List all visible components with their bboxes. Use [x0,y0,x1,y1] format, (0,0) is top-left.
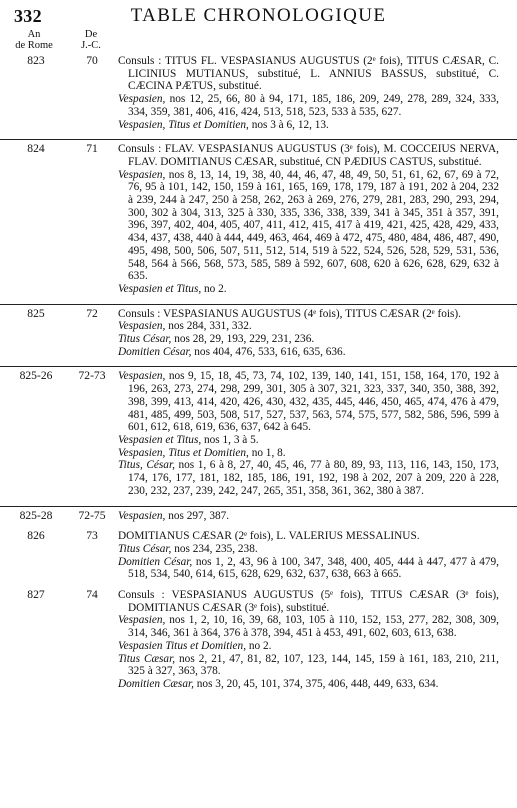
entry-text: nos 12, 25, 66, 80 à 94, 171, 185, 186, 209, 249, 278, 289, 324, 333, 334, 359, 381, 406, 416, 424, 513, 518, 523, 533 à 535, 627. [128,93,499,118]
entry-line [118,283,499,296]
column-header-an-de-rome: An de Rome [15,29,53,51]
entry-text: nos 2, 21, 47, 81, 82, 107, 123, 144, 145, 159 à 161, 183, 210, 211, 325 à 327, 363, 378. [128,652,500,678]
emperor-label: Titus César, [118,333,172,346]
emperor-label: Vespasien, [118,509,166,522]
column-header-de-jc: De J.-C. [81,29,101,51]
emperor-label: Vespasien, [118,370,166,383]
entry-text: no 2. [248,639,272,652]
emperor-label: Vespasien, Titus et Domitien, [118,446,249,459]
entry-text: nos 3 à 6, 12, 13. [251,118,329,131]
entry-line [118,543,499,556]
year-de-rome: 825-26 [19,369,53,383]
entry-text: nos 1, 6 à 8, 27, 40, 45, 46, 77 à 80, 89, 93, 113, 116, 143, 150, 173, 174, 176, 177, 181, 182, 185, 186, 191, 192, 198 à 202, 207 à 209, 220 à 228, 230, 232, 237, 239, 242, 247, 265, 351, 358, 361, 362, 380 à 387. [128,459,499,497]
emperor-label: Domitien César, [118,555,193,568]
entry-text: nos 8, 13, 14, 19, 38, 40, 44, 46, 47, 48, 49, 50, 51, 61, 62, 67, 69 à 72, 76, 95 à 101, 142, 150, 159 à 161, 165, 169, 178, 179, 187 à 191, 202 à 204, 232 à 239, 244 à 247, 250 à 258, 262, 263 à 269, 276, 279, 281, 283, 290, 293, 294, 300, 302 à 304, 313, 325 à 330, 335, 336, 338, 339, 341 à 345, 351 à 357, 391, 396, 397, 402, 404, 405, 407, 411, 412, 415, 417 à 419, 421, 425, 428, 429, 433, 434, 437, 438, 440 à 444, 449, 463, 464, 469 à 472, 475, 480, 484, 486, 487, 490, 495, 498, 500, 506, 507, 511, 512, 514, 519 à 522, 524, 526, 528, 529, 531, 536, 548, 564 à 566, 568, 573, 585, 589 à 592, 607, 608, 620 à 626, 628, 629, 632 à 635. [128,168,499,283]
entry-line [118,614,499,639]
entry-lines [118,370,499,497]
entry-line [118,370,499,434]
entry-line [118,640,499,653]
entry-lines [118,530,499,581]
year-de-jc: 74 [86,588,98,602]
entry-lines [118,308,499,359]
entry-text: Consuls : FLAV. VESPASIANUS AUGUSTUS (3ᵉ fois), M. COCCEIUS NERVA, FLAV. DOMITIANUS CÆSAR, substitué, CN PÆDIUS CASTUS, substitué. [118,143,499,168]
chronology-entry [0,55,517,131]
year-de-jc: 72 [86,306,98,320]
year-de-rome: 825-28 [19,508,53,522]
entry-text: nos 297, 387. [168,509,230,522]
year-de-jc: 70 [86,54,98,67]
emperor-label: Titus Cæsar, [118,652,176,665]
chronology-entry [0,366,517,497]
entry-text: nos 1, 2, 43, 96 à 100, 347, 348, 400, 405, 444 à 447, 477 à 479, 518, 534, 540, 614, 615, 628, 629, 632, 637, 638, 663 à 665. [128,555,499,581]
entry-line [118,119,499,132]
emperor-label: Vespasien, [118,93,166,106]
entry-text: Consuls : VESPASIANUS AUGUSTUS (5ᵉ fois), TITUS CÆSAR (3ᵉ fois), DOMITIANUS CÆSAR (3ᵉ fois), substitué. [118,589,499,614]
entry-text: nos 9, 15, 18, 45, 73, 74, 102, 139, 140, 141, 151, 158, 164, 170, 192 à 196, 263, 273, 274, 298, 299, 301, 305 à 307, 321, 323, 337, 340, 350, 388, 392, 398, 399, 413, 414, 420, 426, 430, 432, 435, 445, 446, 450, 465, 474, 476 à 479, 481, 485, 499, 503, 508, 517, 527, 537, 563, 574, 575, 577, 582, 586, 596, 599 à 601, 612, 618, 619, 636, 637, 642 à 645. [128,370,500,434]
entry-line [118,530,499,543]
year-de-jc: 72-73 [78,369,106,383]
entry-text: nos 28, 29, 193, 229, 231, 236. [174,333,315,346]
entry-line [118,447,499,460]
chronology-entry [0,304,517,359]
entry-text: nos 284, 331, 332. [168,320,252,333]
entry-lines [118,143,499,295]
emperor-label: Vespasien, Titus et Domitien, [118,118,249,131]
emperor-label: Domitien César, [118,345,192,358]
entry-lines [118,510,499,523]
chronology-entry [0,589,517,691]
emperor-label: Titus César, [118,542,172,555]
entry-line [118,678,499,691]
year-de-rome: 825 [27,306,45,320]
year-de-rome: 824 [27,142,45,156]
entry-line [118,55,499,93]
emperor-label: Domitien Cæsar, [118,677,194,690]
year-de-jc: 73 [86,529,98,543]
chronology-entries [0,55,517,699]
entry-text: nos 1, 3 à 5. [204,433,259,446]
year-de-rome: 823 [27,54,45,67]
entry-text: Consuls : TITUS FL. VESPASIANUS AUGUSTUS (2ᵉ fois), TITUS CÆSAR, C. LICINIUS MUTIANUS, substitué, L. ANNIUS BASSUS, substitué, C. CÆCINA PÆTUS, substitué. [118,55,499,93]
emperor-label: Vespasien, [118,168,166,181]
entry-text: DOMITIANUS CÆSAR (2ᵉ fois), L. VALERIUS MESSALINUS. [118,530,420,543]
entry-line [118,93,499,118]
entry-lines [118,55,499,131]
chronology-entry [0,530,517,581]
page-title: TABLE CHRONOLOGIQUE [130,5,387,26]
entry-line [118,459,499,497]
entry-line [118,169,499,283]
entry-line [118,589,499,614]
entry-lines [118,589,499,691]
entry-line [118,346,499,359]
entry-text: nos 1, 2, 10, 16, 39, 68, 103, 105 à 110, 152, 153, 277, 282, 308, 309, 314, 346, 361 à 364, 376 à 378, 394, 451 à 453, 491, 602, 603, 613, 638. [128,614,499,640]
year-de-jc: 71 [86,142,98,156]
year-de-jc: 72-75 [78,508,106,522]
entry-line [118,434,499,447]
page-number: 332 [14,6,42,26]
year-de-rome: 826 [27,529,45,543]
entry-line [118,653,499,678]
emperor-label: Vespasien, [118,320,166,333]
entry-text: no 2. [204,282,227,295]
emperor-label: Vespasien Titus et Domitien, [118,639,247,652]
entry-text: nos 234, 235, 238. [174,542,258,555]
entry-text: Consuls : VESPASIANUS AUGUSTUS (4ᵉ fois), TITUS CÆSAR (2ᵉ fois). [118,307,461,320]
emperor-label: Titus, César, [118,459,175,472]
entry-text: no 1, 8. [251,446,286,459]
emperor-label: Vespasien, [118,614,166,627]
entry-text: nos 3, 20, 45, 101, 374, 375, 406, 448, 449, 633, 634. [196,677,439,690]
entry-line [118,143,499,168]
year-de-rome: 827 [27,588,45,602]
entry-line [118,333,499,346]
emperor-label: Vespasien et Titus, [118,433,202,446]
entry-line [118,556,499,581]
entry-text: nos 404, 476, 533, 616, 635, 636. [194,345,346,358]
entry-line [118,320,499,333]
chronology-entry [0,506,517,523]
chronology-entry [0,139,517,295]
entry-line [118,510,499,523]
emperor-label: Vespasien et Titus, [118,282,202,295]
entry-line [118,308,499,321]
